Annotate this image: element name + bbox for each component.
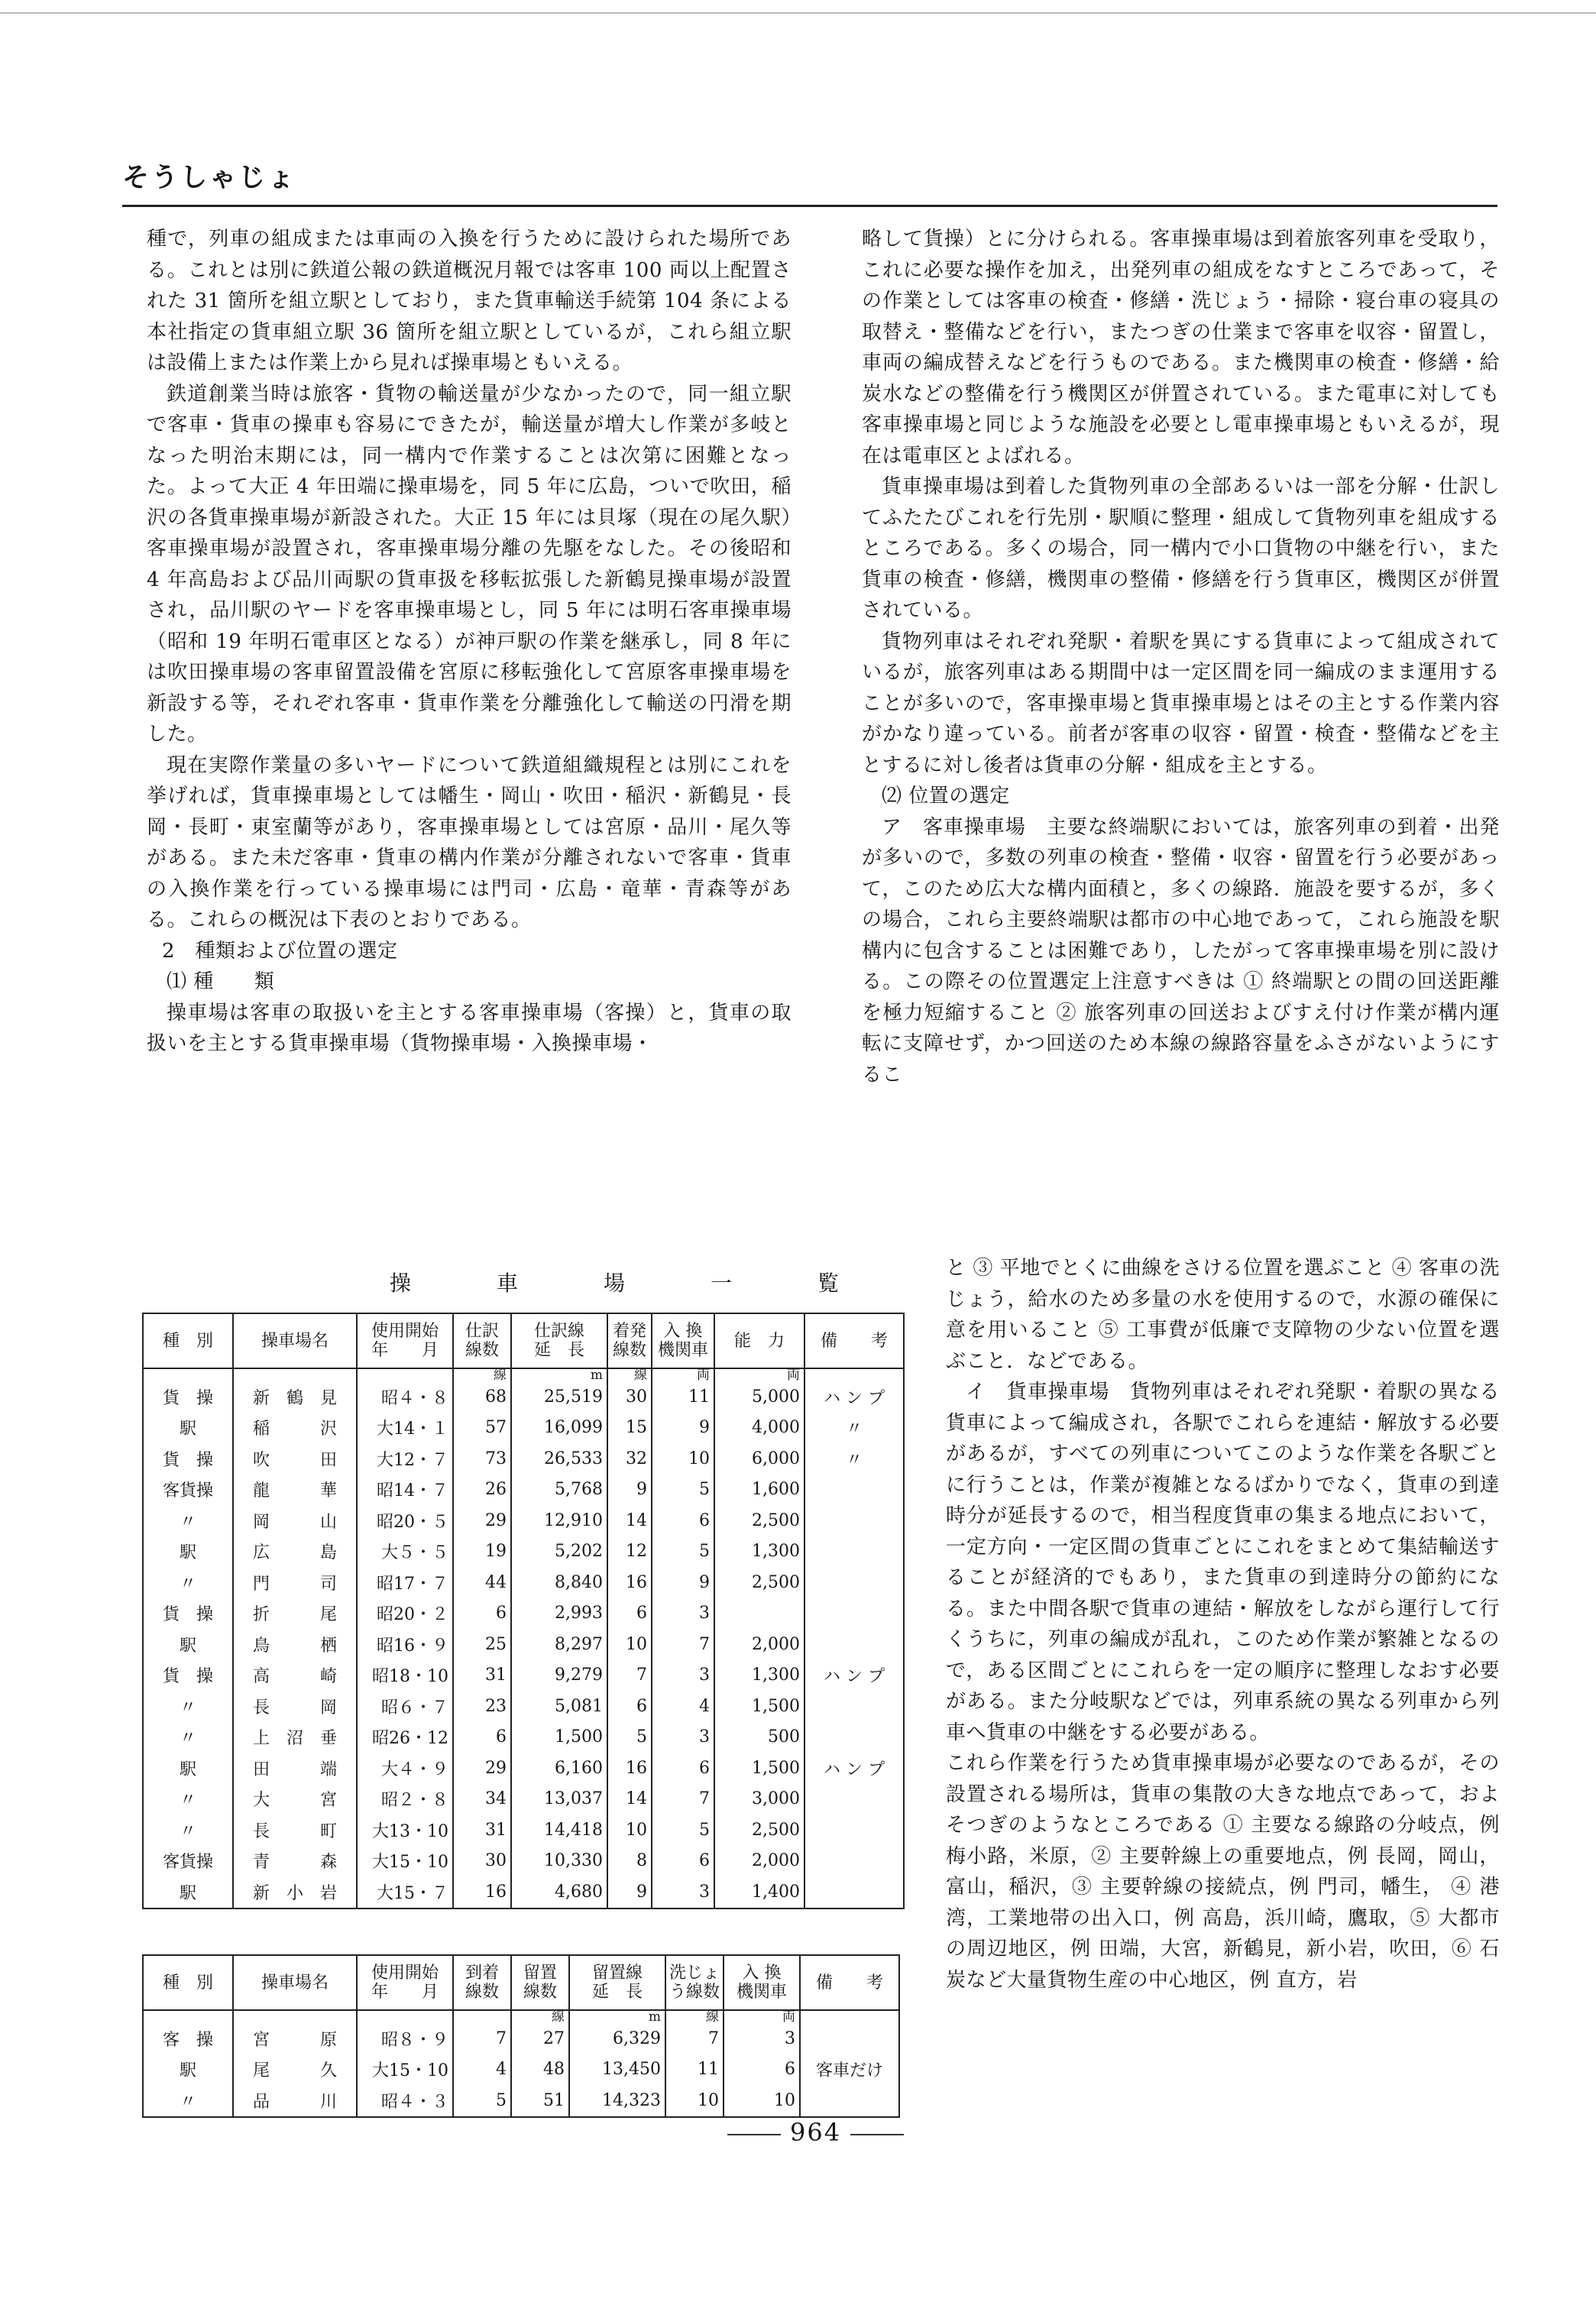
right-column [862,224,1500,1090]
table-cell: 5 [607,1722,652,1753]
table-cell: 6,160 [511,1753,607,1784]
table-cell: 6 [607,1691,652,1722]
scan-edge-line [0,12,1596,14]
table-cell: 51 [511,2085,569,2117]
table-row [143,1660,904,1692]
table-cell: 10 [607,1815,652,1846]
table-cell: 大14・１ [357,1413,453,1444]
section-heading: 2 種類および位置の選定 [162,939,398,963]
unit-label [453,2010,511,2023]
unit-label: m [569,2010,665,2023]
table-cell: 3 [652,1722,714,1753]
table-cell: ハ ン プ [804,1753,904,1784]
table-cell: 5,768 [511,1475,607,1506]
unit-label [357,2010,453,2023]
table-header: 備 考 [800,1955,899,2010]
table-cell: 岡 山 [233,1505,357,1536]
table-cell: 昭18・10 [357,1660,453,1692]
paragraph: 鉄道創業当時は旅客・貨物の輸送量が少なかったので，同一組立駅で客車・貨車の操車も容易にできたが，輸送量が増大し作業が多岐となった明治末期には，同一構内で作業することは次第に困難となった。よって大正 4 年田端に操車場を，同 5 年に広島，ついで吹田，稲沢の各貨車操車場が新設された。大正 15 年には貝塚（現在の尾久駅）客車操車場が設置され，客車操車場分離の先駆をなした。その後昭和 4 年高島および品川両駅の貨車扱を移転拡張した新鶴見操車場が設置され，品川駅のヤードを客車操車場とし，同 5 年には明石客車操車場（昭和 19 年明石電車区となる）が神戸駅の作業を継承し，同 8 年には吹田操車場の客車留置設備を宮原に移転強化して宮原客車操車場を新設する等，それぞれ客車・貨車作業を分離強化して輸送の円滑を期した。 [147,382,792,746]
left-column [147,224,792,1060]
table-cell: 昭26・12 [357,1722,453,1753]
table-cell: 昭20・２ [357,1598,453,1630]
table-cell: 貨 操 [143,1381,233,1413]
table-cell: 駅 [143,1629,233,1660]
table-cell [800,2023,899,2054]
table-cell: 長 町 [233,1815,357,1846]
table-cell: 昭14・７ [357,1475,453,1506]
table-cell: 6 [652,1846,714,1877]
table-cell: 25 [453,1629,511,1660]
table-cell: 上 沼 垂 [233,1722,357,1753]
table-cell: 68 [453,1381,511,1413]
table-cell: 昭16・９ [357,1629,453,1660]
table-cell: 吹 田 [233,1443,357,1475]
table-cell: 19 [453,1536,511,1568]
unit-label [143,1368,233,1381]
table-cell: 大15・７ [357,1876,453,1908]
table-cell: 宮 原 [233,2023,357,2054]
unit-label: 線 [607,1368,652,1381]
table-cell: 駅 [143,2054,233,2086]
table-cell: 1,300 [714,1660,804,1692]
unit-label: 両 [724,2010,800,2023]
table-header: 操車場名 [233,1313,357,1368]
table-cell: 10 [652,1443,714,1475]
table-cell: 13,037 [511,1784,607,1815]
table-cell: 2,500 [714,1567,804,1598]
table-cell: 尾 久 [233,2054,357,2086]
table-cell: 7 [453,2023,511,2054]
table-cell: 10,330 [511,1846,607,1877]
table-header: 使用開始 年 月 [357,1955,453,2010]
table-cell: 9 [652,1567,714,1598]
paragraph: 種で，列車の組成または車両の入換を行うために設けられた場所である。これとは別に鉄道公報の鉄道概況月報では客車 100 両以上配置された 31 箇所を組立駅としており，また貨車輸送手続第 104 条による本社指定の貨車組立駅 36 箇所を組立駅としているが，これら組立駅は設備上または作業上から見れば操車場ともいえる。 [147,228,792,374]
table-cell: 1,500 [714,1753,804,1784]
table-cell: 8,297 [511,1629,607,1660]
table-cell: 44 [453,1567,511,1598]
table-cell: 14 [607,1784,652,1815]
table-cell: 貨 操 [143,1443,233,1475]
paragraph: 貨物列車はそれぞれ発駅・着駅を異にする貨車によって組成されているが，旅客列車はある期間中は一定区間を同一編成のまま運用することが多いので，客車操車場と貨車操車場とはその主とする作業内容がかなり違っている。前者が客車の収容・留置・検査・整備などを主とするに対し後者は貨車の分解・組成を主とする。 [862,630,1500,777]
table-cell: 9 [652,1413,714,1444]
table-cell: 26 [453,1475,511,1506]
table-cell: 門 司 [233,1567,357,1598]
table-cell: 田 端 [233,1753,357,1784]
table-cell: 2,500 [714,1815,804,1846]
table-cell [714,1598,804,1630]
table-cell: 32 [607,1443,652,1475]
table-cell: 3 [652,1876,714,1908]
table-cell: 6 [724,2054,800,2086]
table-cell: 9,279 [511,1660,607,1692]
table-cell: 7 [652,1784,714,1815]
table-cell: 6 [607,1598,652,1630]
unit-label [233,1368,357,1381]
table-cell: 12 [607,1536,652,1568]
table-cell: 5,202 [511,1536,607,1568]
table-cell [804,1475,904,1506]
paragraph: 略して貨操）とに分けられる。客車操車場は到着旅客列車を受取り，これに必要な操作を加え，出発列車の組成をなすところであって，その作業としては客車の検査・修繕・洗じょう・掃除・寝台車の寝具の取替え・整備などを行い，またつぎの仕業まで客車を収容・留置し，車両の編成替えなどを行うものである。また機関車の検査・修繕・給炭水などの整備を行う機関区が併置されている。また電車に対しても客車操車場と同じような施設を必要とし電車操車場ともいえるが，現在は電車区とよばれる。 [862,228,1500,468]
table-cell: 5 [453,2085,511,2117]
table-cell: 10 [724,2085,800,2117]
table-cell: 57 [453,1413,511,1444]
table-header: 仕訳 線数 [453,1313,511,1368]
table-cell [804,1536,904,1568]
table-cell: 4 [652,1691,714,1722]
table-cell: 5 [652,1815,714,1846]
table-row [143,1815,904,1846]
unit-label: 線 [511,2010,569,2023]
table-header: 能 力 [714,1313,804,1368]
table-cell [804,1598,904,1630]
table-cell: 29 [453,1505,511,1536]
table-cell [804,1505,904,1536]
table-cell: 昭６・７ [357,1691,453,1722]
table-cell: 昭17・７ [357,1567,453,1598]
table-row [143,2085,899,2117]
header-rule [122,205,1497,207]
table-row [143,1536,904,1568]
table-cell [804,1567,904,1598]
freight-yard-table [142,1313,905,1909]
table-cell: 12,910 [511,1505,607,1536]
passenger-yard-table [142,1954,900,2118]
table-row [143,2054,899,2086]
unit-label: 線 [453,1368,511,1381]
table-cell: 客 操 [143,2023,233,2054]
unit-label [143,2010,233,2023]
right-column-lower [946,1253,1500,1996]
table-cell: 5,081 [511,1691,607,1722]
table-row [143,1475,904,1506]
table-cell: 新 小 岩 [233,1876,357,1908]
table-cell: 大13・10 [357,1815,453,1846]
table-cell: 14,418 [511,1815,607,1846]
table-cell: 29 [453,1753,511,1784]
table-header: 仕訳線 延 長 [511,1313,607,1368]
table-cell: 16,099 [511,1413,607,1444]
table-cell: 73 [453,1443,511,1475]
table-cell: 6 [453,1722,511,1753]
table-cell: 2,000 [714,1629,804,1660]
table-cell: 9 [607,1475,652,1506]
table-cell: 大15・10 [357,2054,453,2086]
table-cell [804,1784,904,1815]
table-cell: 1,300 [714,1536,804,1568]
table-cell: 15 [607,1413,652,1444]
table-cell: 10 [607,1629,652,1660]
table-cell: 〃 [143,2085,233,2117]
table-cell: 11 [665,2054,724,2086]
table-cell: 高 崎 [233,1660,357,1692]
table-cell: 2,000 [714,1846,804,1877]
table-cell: 34 [453,1784,511,1815]
table-cell: 昭８・９ [357,2023,453,2054]
table-cell: 折 尾 [233,1598,357,1630]
table-cell: 2,500 [714,1505,804,1536]
table-cell: 〃 [143,1722,233,1753]
table-cell: 品 川 [233,2085,357,2117]
table-cell: 〃 [143,1505,233,1536]
table-cell: 48 [511,2054,569,2086]
table-cell: 青 森 [233,1846,357,1877]
table-cell: ハ ン プ [804,1660,904,1692]
table-cell: 16 [453,1876,511,1908]
table-header: 操車場名 [233,1955,357,2010]
table-row [143,1691,904,1722]
table-cell: 1,500 [511,1722,607,1753]
paragraph: イ 貨車操車場 貨物列車はそれぞれ発駅・着駅の異なる貨車によって編成され，各駅でこれらを連結・解放する必要があるが，すべての列車についてこのような作業を各駅ごとに行うことは，作業が複雑となるばかりでなく，貨車の到達時分が延長するので，相当程度貨車の集まる地点において，一定方向・一定区間の貨車ごとにこれをまとめて集結輸送することが経済的でもあり，また貨車の到達時分の節約になる。また中間各駅で貨車の連結・解放をしながら運行して行くうちに，列車の編成が乱れ，このため作業が繁雑となるので，ある区間ごとにこれらを一定の順序に整理しなおす必要がある。また分岐駅などでは，列車系統の異なる列車から列車へ貨車の中継をする必要がある。 [946,1381,1500,1744]
table-cell: 13,450 [569,2054,665,2086]
table-cell: 龍 華 [233,1475,357,1506]
table-cell: 大12・７ [357,1443,453,1475]
table-cell: 30 [607,1381,652,1413]
table-cell: 〃 [143,1691,233,1722]
table-cell: 昭４・３ [357,2085,453,2117]
unit-label: 線 [665,2010,724,2023]
paragraph: これら作業を行うため貨車操車場が必要なのであるが，その設置される場所は，貨車の集散の大きな地点であって，およそつぎのようなところである ① 主要なる線路の分岐点，例 梅小路，米原，② 主要幹線上の重要地点，例 長岡，岡山，富山，稲沢，③ 主要幹線の接続点，例 門司，幡生， ④ 港湾，工業地帯の出入口，例 高島，浜川崎，鷹取，⑤ 大都市の周辺地区，例 田端，大宮，新鶴見，新小岩，吹田，⑥ 石炭など大量貨物生産の中心地区，例 直方，岩 [946,1752,1500,1992]
table-row [143,1413,904,1444]
table-cell: 14,323 [569,2085,665,2117]
table-cell: 3 [724,2023,800,2054]
table-cell: 5 [652,1475,714,1506]
table-row [143,1846,904,1877]
table-cell: 貨 操 [143,1598,233,1630]
table-cell: 23 [453,1691,511,1722]
table-row [143,2023,899,2054]
table-cell: 3 [652,1660,714,1692]
paragraph: 貨車操車場は到着した貨物列車の全部あるいは一部を分解・仕訳してふたたびこれを行先別・駅順に整理・組成して貨物列車を組成するところである。多くの場合，同一構内で小口貨物の中継を行い，また貨車の検査・修繕，機関車の整備・修繕を行う貨車区，機関区が併置されている。 [862,475,1500,622]
table-row [143,1722,904,1753]
table-cell: 500 [714,1722,804,1753]
paragraph: 操車場は客車の取扱いを主とする客車操車場（客操）と，貨車の取扱いを主とする貨車操車場（貨物操車場・入換操車場・ [147,1001,792,1055]
table-cell: 稲 沢 [233,1413,357,1444]
table-cell: 26,533 [511,1443,607,1475]
table-cell [804,1876,904,1908]
table-row [143,1443,904,1475]
table-header: 着発 線数 [607,1313,652,1368]
table-cell [804,1691,904,1722]
table-cell: 3,000 [714,1784,804,1815]
table-cell: 31 [453,1815,511,1846]
table-cell: 〃 [804,1443,904,1475]
table-row [143,1629,904,1660]
table-cell: 客車だけ [800,2054,899,2086]
table-cell [804,1629,904,1660]
table-header: 入 換 機関車 [724,1955,800,2010]
table-cell: 14 [607,1505,652,1536]
unit-label: m [511,1368,607,1381]
subsection-heading: ⑵ 位置の選定 [882,785,1010,808]
table-row [143,1876,904,1908]
paragraph: 現在実際作業量の多いヤードについて鉄道組織規程とは別にこれを挙げれば，貨車操車場としては幡生・岡山・吹田・稲沢・新鶴見・長岡・長町・東室蘭等があり，客車操車場としては宮原・品川・尾久等がある。また未だ客車・貨車の構内作業が分離されないで客車・貨車の入換作業を行っている操車場には門司・広島・竜華・青森等がある。これらの概況は下表のとおりである。 [147,753,792,931]
table-cell: 25,519 [511,1381,607,1413]
table-cell: 大４・９ [357,1753,453,1784]
table-cell: 4 [453,2054,511,2086]
subsection-heading: ⑴ 種 類 [167,970,275,993]
table-header: 洗じょ う線数 [665,1955,724,2010]
table-cell: 6 [652,1753,714,1784]
table-cell: 長 岡 [233,1691,357,1722]
table-cell: 9 [607,1876,652,1908]
table-cell: 〃 [143,1567,233,1598]
table-cell: 鳥 栖 [233,1629,357,1660]
unit-label: 両 [714,1368,804,1381]
table-cell: 2,993 [511,1598,607,1630]
unit-label [233,2010,357,2023]
table-cell: 〃 [804,1413,904,1444]
table-cell: 5 [652,1536,714,1568]
table-cell: 10 [665,2085,724,2117]
table-cell: 客貨操 [143,1846,233,1877]
table-cell [800,2085,899,2117]
table-cell: 昭20・５ [357,1505,453,1536]
page-number: 964 [718,2118,913,2147]
table-cell: 駅 [143,1753,233,1784]
table-cell: 5,000 [714,1381,804,1413]
table-cell: 6 [652,1505,714,1536]
table-cell: 31 [453,1660,511,1692]
table-cell: 大15・10 [357,1846,453,1877]
table-cell: 昭４・８ [357,1381,453,1413]
table-cell: 11 [652,1381,714,1413]
unit-label [357,1368,453,1381]
table-cell: 貨 操 [143,1660,233,1692]
paragraph: と ③ 平地でとくに曲線をさける位置を選ぶこと ④ 客車の洗じょう，給水のため多量の水を使用するので，水源の確保に意を用いること ⑤ 工事費が低廉で支障物の少ない位置を選ぶこと．などである。 [946,1257,1500,1373]
table-cell: 昭２・８ [357,1784,453,1815]
table-cell: 16 [607,1567,652,1598]
table-cell: 新 鶴 見 [233,1381,357,1413]
table-cell: 6,329 [569,2023,665,2054]
table-cell [804,1722,904,1753]
table-header: 備 考 [804,1313,904,1368]
table-cell: 1,400 [714,1876,804,1908]
unit-label: 両 [652,1368,714,1381]
table-cell [804,1815,904,1846]
table-cell: 〃 [143,1784,233,1815]
table-header: 入 換 機関車 [652,1313,714,1368]
table-row [143,1505,904,1536]
table-cell [804,1846,904,1877]
table-cell: 4,000 [714,1413,804,1444]
table-cell: 27 [511,2023,569,2054]
table-row [143,1598,904,1630]
table-cell: 8 [607,1846,652,1877]
table-header: 到着 線数 [453,1955,511,2010]
table-cell: 16 [607,1753,652,1784]
table-cell: 6 [453,1598,511,1630]
table-cell: 駅 [143,1876,233,1908]
table-cell: 3 [652,1598,714,1630]
table-cell: ハ ン プ [804,1381,904,1413]
table-cell: 駅 [143,1536,233,1568]
table-row [143,1784,904,1815]
table-cell: 7 [665,2023,724,2054]
table-cell: 8,840 [511,1567,607,1598]
unit-label [804,1368,904,1381]
table-cell: 4,680 [511,1876,607,1908]
table-cell: 大５・５ [357,1536,453,1568]
table-header: 使用開始 年 月 [357,1313,453,1368]
table-cell: 1,500 [714,1691,804,1722]
table-header: 種 別 [143,1313,233,1368]
table-header: 留置線 延 長 [569,1955,665,2010]
table-cell: 30 [453,1846,511,1877]
table-cell: 客貨操 [143,1475,233,1506]
table-cell: 広 島 [233,1536,357,1568]
unit-label [800,2010,899,2023]
table-cell: 〃 [143,1815,233,1846]
table-cell: 7 [652,1629,714,1660]
table-row [143,1381,904,1413]
table-cell: 7 [607,1660,652,1692]
table-row [143,1567,904,1598]
running-header: そうしゃじょ [122,162,297,193]
table-cell: 大 宮 [233,1784,357,1815]
table-header: 種 別 [143,1955,233,2010]
table-cell: 1,600 [714,1475,804,1506]
table-cell: 駅 [143,1413,233,1444]
paragraph: ア 客車操車場 主要な終端駅においては，旅客列車の到着・出発が多いので，多数の列車の検査・整備・収容・留置を行う必要があって，このため広大な構内面積と，多くの線路．施設を要するが，多くの場合，これら主要終端駅は都市の中心地であって，これら施設を駅構内に包含することは困難であり，したがって客車操車場を別に設ける。この際その位置選定上注意すべきは ① 終端駅との間の回送距離を極力短縮すること ② 旅客列車の回送およびすえ付け作業が構内運転に支障せず，かつ回送のため本線の線路容量をふさがないようにするこ [862,815,1500,1086]
table-header: 留置 線数 [511,1955,569,2010]
table-cell: 6,000 [714,1443,804,1475]
table-row [143,1753,904,1784]
table-title: 操 車 場 一 覧 [390,1271,872,1296]
